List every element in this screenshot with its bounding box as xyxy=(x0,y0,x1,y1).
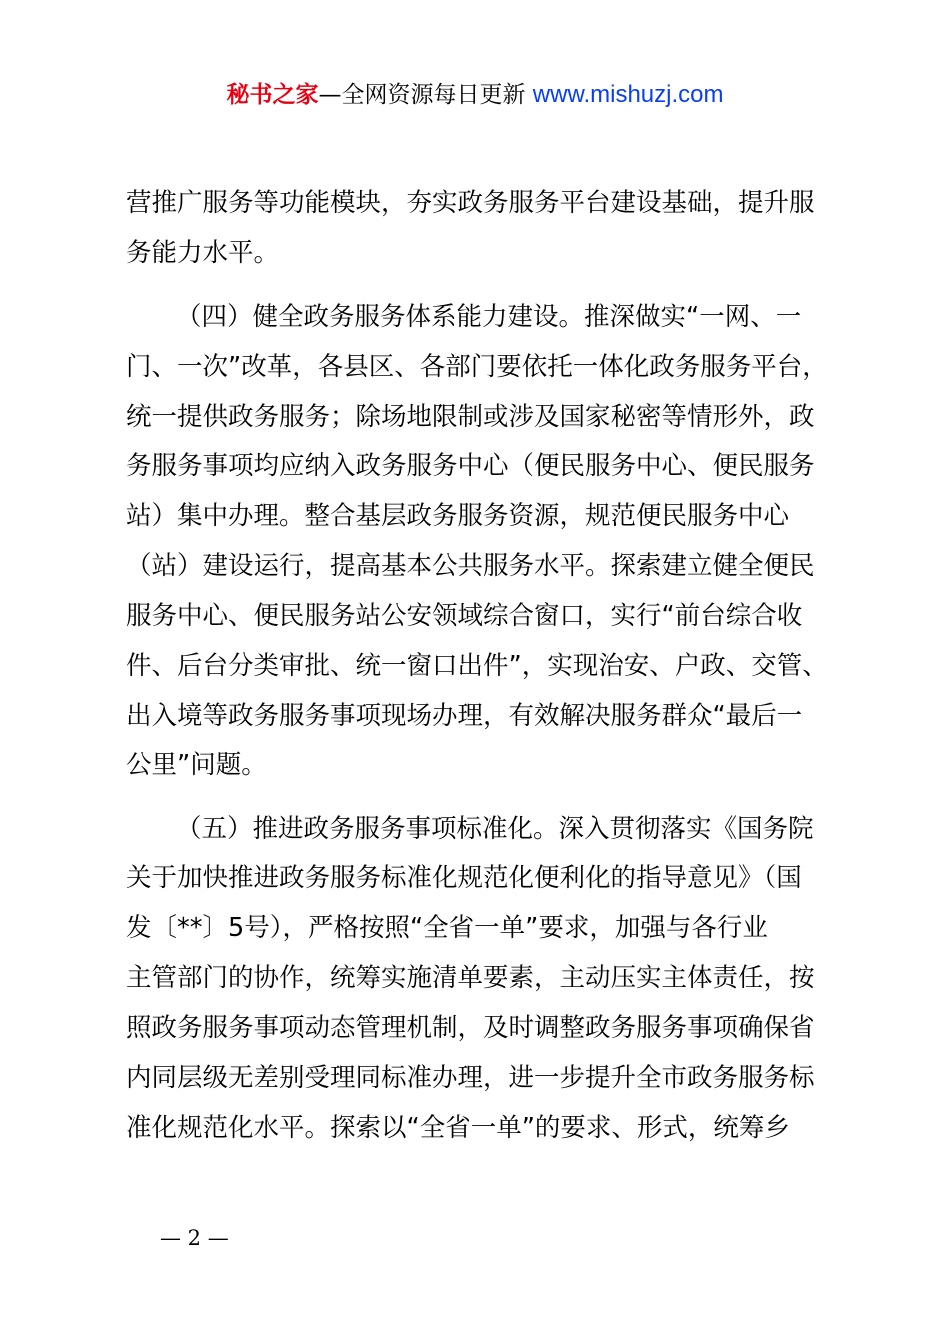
text-line: 内同层级无差别受理同标准办理，进一步提升全市政务服务标 xyxy=(126,1063,815,1093)
text-line: 公里”问题。 xyxy=(126,750,267,780)
text-line: 关于加快推进政务服务标准化规范化便利化的指导意见》（国 xyxy=(126,863,802,893)
text-line: 出入境等政务服务事项现场办理，有效解决服务群众“最后一 xyxy=(126,701,803,731)
text-line: 站）集中办理。整合基层政务服务资源，规范便民服务中心 xyxy=(126,501,790,531)
site-url-link[interactable]: www.mishuzj.com xyxy=(532,81,724,108)
site-header xyxy=(0,78,950,112)
text-line: 件、后台分类审批、统一窗口出件”，实现治安、户政、交管、 xyxy=(126,651,828,681)
page-number: — 2 — xyxy=(160,1226,229,1250)
text-line: 主管部门的协作，统筹实施清单要素，主动压实主体责任，按 xyxy=(126,963,815,993)
site-brand: 秘书之家 xyxy=(226,82,319,108)
text-line: （站）建设运行，提高基本公共服务水平。探索建立健全便民 xyxy=(126,551,815,581)
text-line: 务服务事项均应纳入政务服务中心（便民服务中心、便民服务 xyxy=(126,451,815,481)
text-line: 服务中心、便民服务站公安领域综合窗口，实行“前台综合收 xyxy=(126,601,803,631)
text-line: 照政务服务事项动态管理机制，及时调整政务服务事项确保省 xyxy=(126,1013,815,1043)
text-line: 统一提供政务服务；除场地限制或涉及国家秘密等情形外，政 xyxy=(126,402,815,432)
text-line: 发〔**〕5号），严格按照“全省一单”要求，加强与各行业 xyxy=(126,913,768,943)
text-line: 营推广服务等功能模块，夯实政务服务平台建设基础，提升服 xyxy=(126,188,815,218)
text-line: 门、一次”改革，各县区、各部门要依托一体化政务服务平台， xyxy=(126,352,828,382)
paragraph-heading-5: （五）推进政务服务事项标准化。深入贯彻落实《国务院 xyxy=(176,814,814,844)
text-line: 准化规范化水平。探索以“全省一单”的要求、形式，统筹乡 xyxy=(126,1113,790,1143)
text-line: 务能力水平。 xyxy=(126,238,280,268)
paragraph-heading-4: （四）健全政务服务体系能力建设。推深做实“一网、一 xyxy=(176,302,802,332)
site-slogan: —全网资源每日更新 xyxy=(318,82,526,108)
